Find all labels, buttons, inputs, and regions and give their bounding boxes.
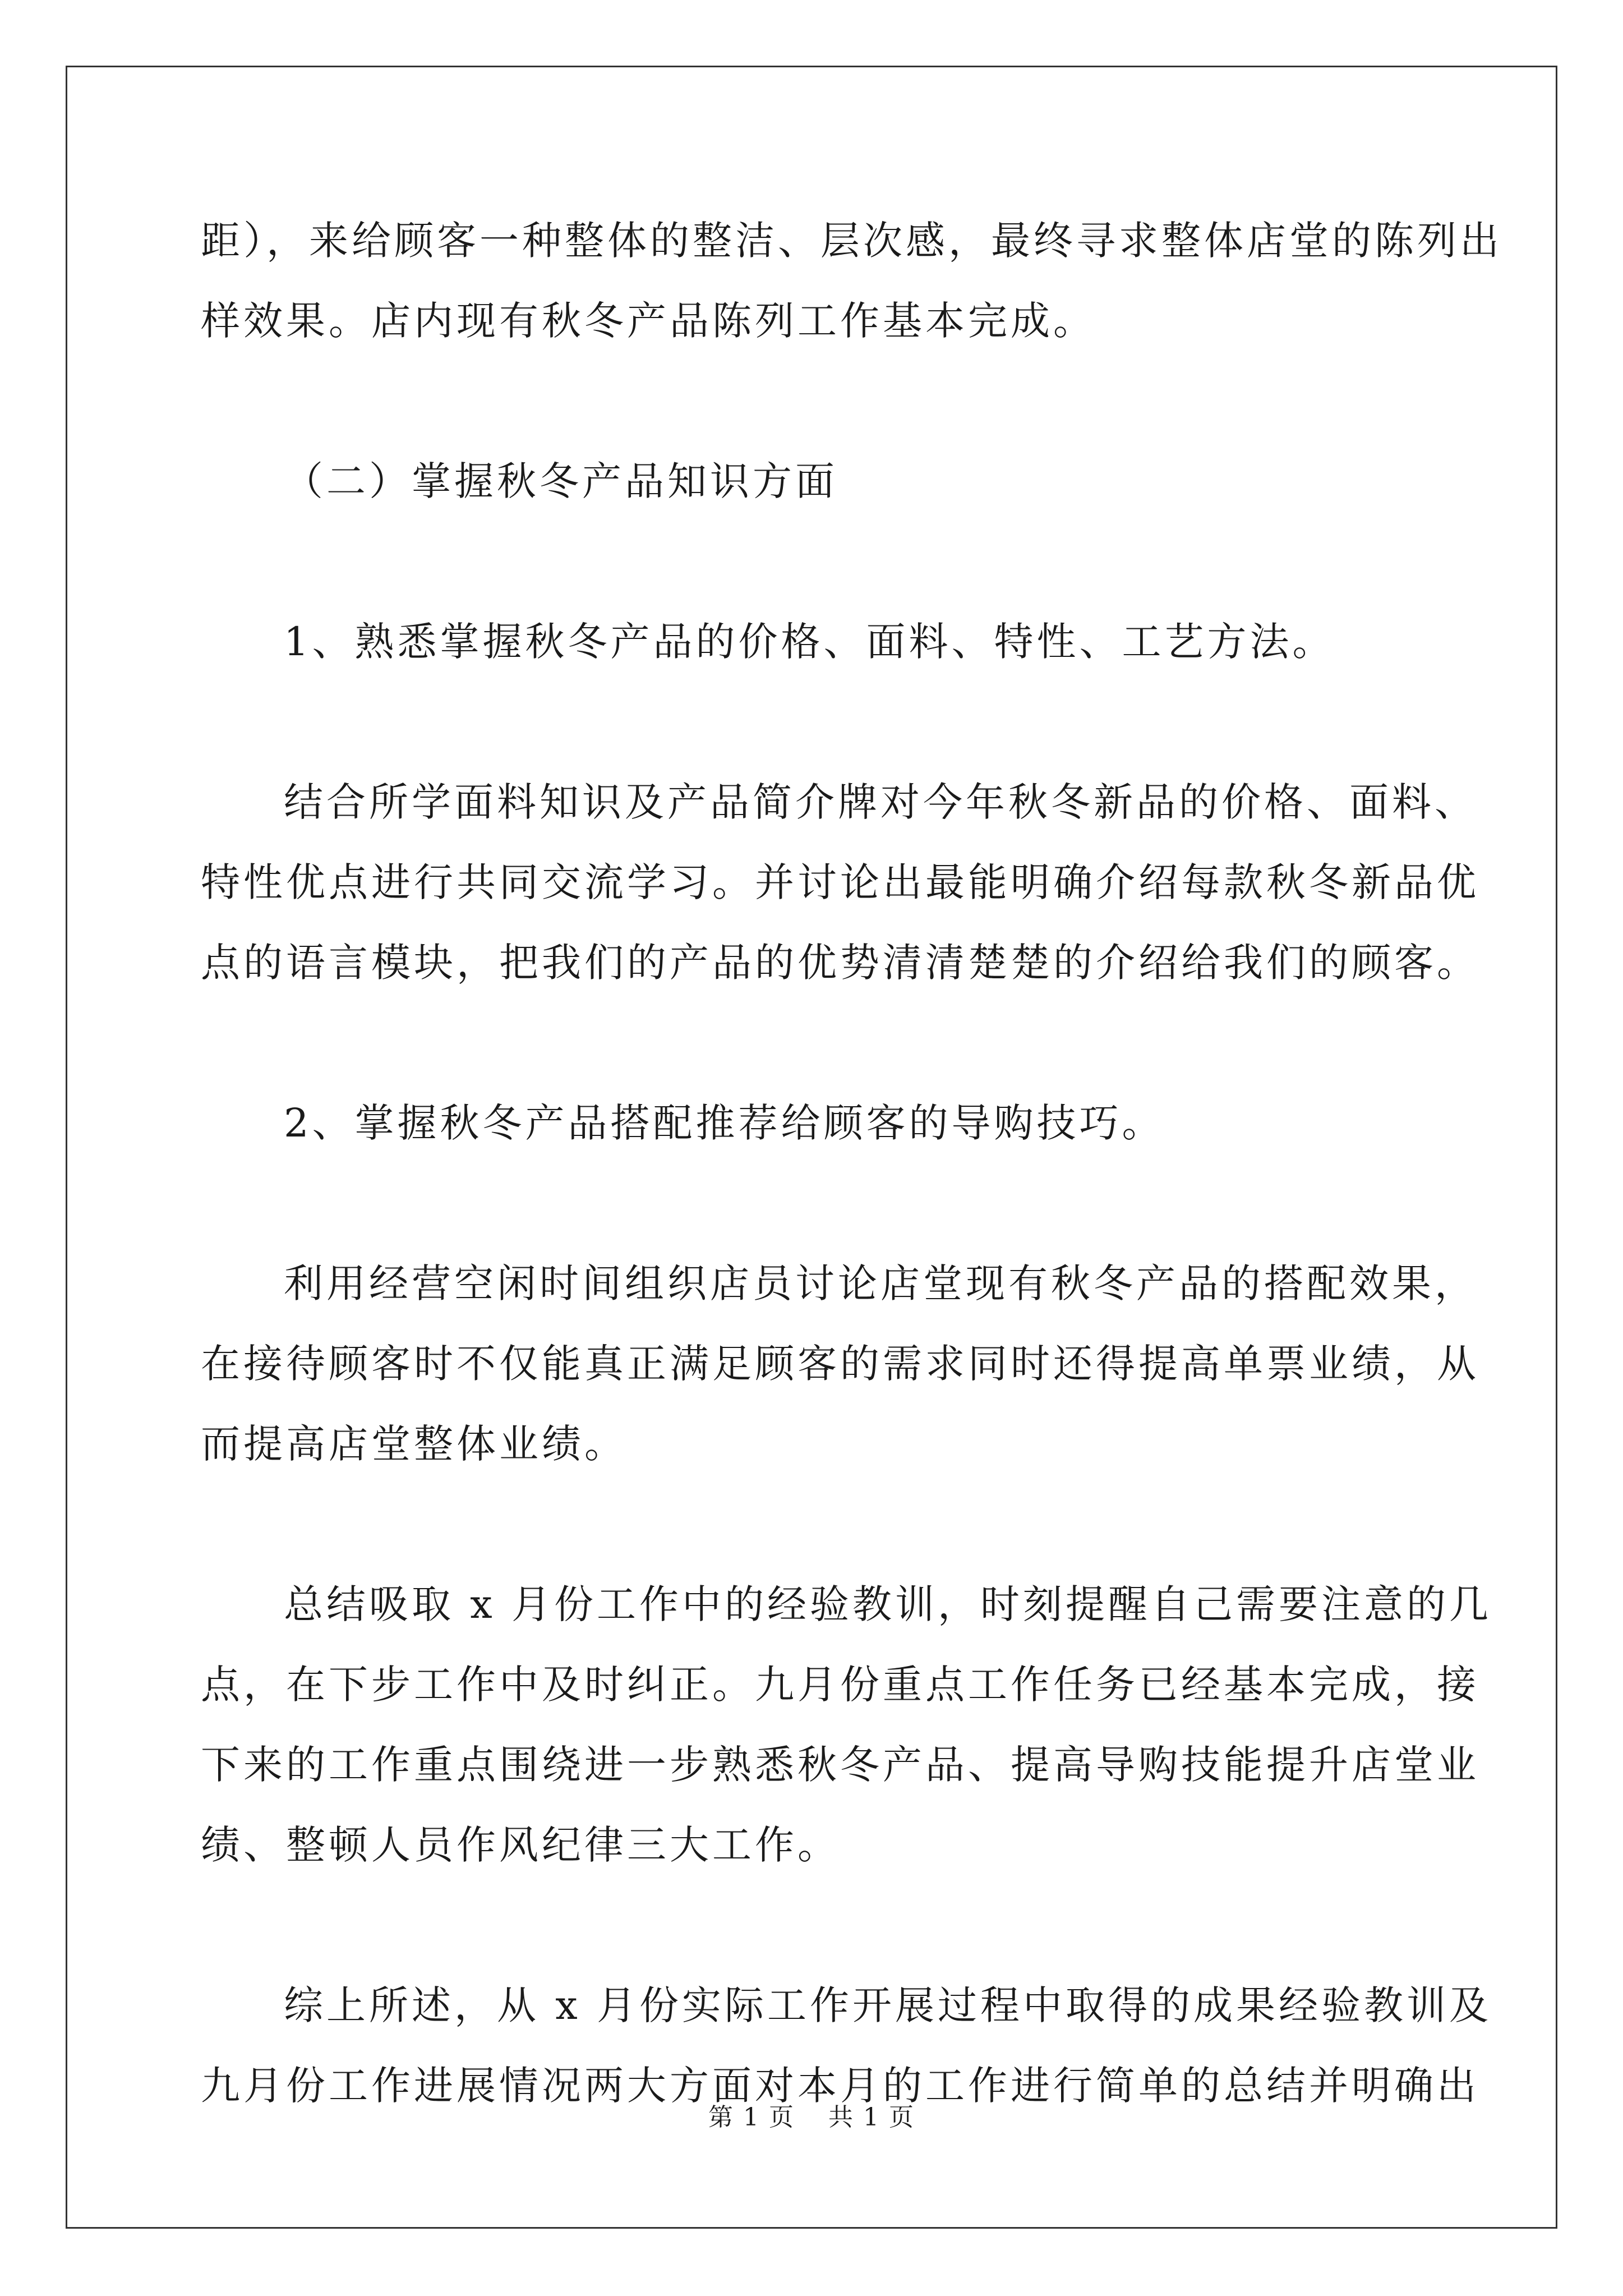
- page-total: 共 1 页: [828, 2103, 915, 2132]
- subsection-heading: 1、熟悉掌握秋冬产品的价格、面料、特性、工艺方法。: [284, 619, 1335, 665]
- paragraph-line: 而提高店堂整体业绩。: [201, 1421, 627, 1467]
- paragraph-line: 九月份工作进展情况两大方面对本月的工作进行简单的总结并明确出: [201, 2063, 1479, 2109]
- paragraph-line: 点的语言模块，把我们的产品的优势清清楚楚的介绍给我们的顾客。: [201, 940, 1479, 986]
- paragraph-line: 综上所述，从 x 月份实际工作开展过程中取得的成果经验教训及: [284, 1982, 1492, 2028]
- paragraph-line: 下来的工作重点围绕进一步熟悉秋冬产品、提高导购技能提升店堂业: [201, 1742, 1479, 1788]
- section-heading: （二）掌握秋冬产品知识方面: [284, 458, 838, 504]
- paragraph-line: 结合所学面料知识及产品简介牌对今年秋冬新品的价格、面料、: [284, 779, 1477, 825]
- paragraph-line: 点，在下步工作中及时纠正。九月份重点工作任务已经基本完成，接: [201, 1662, 1479, 1708]
- paragraph-line: 利用经营空闲时间组织店员讨论店堂现有秋冬产品的搭配效果，: [284, 1260, 1477, 1306]
- paragraph-line: 绩、整顿人员作风纪律三大工作。: [201, 1822, 840, 1868]
- paragraph-line: 样效果。店内现有秋冬产品陈列工作基本完成。: [201, 298, 1096, 344]
- paragraph-line: 总结吸取 x 月份工作中的经验教训，时刻提醒自己需要注意的几: [284, 1581, 1492, 1627]
- paragraph-line: 特性优点进行共同交流学习。并讨论出最能明确介绍每款秋冬新品优: [201, 859, 1479, 905]
- paragraph-line: 在接待顾客时不仅能真正满足顾客的需求同时还得提高单票业绩，从: [201, 1341, 1479, 1387]
- subsection-heading: 2、掌握秋冬产品搭配推荐给顾客的导购技巧。: [284, 1100, 1165, 1146]
- page-number: 第 1 页: [708, 2103, 795, 2132]
- paragraph-line: 距），来给顾客一种整体的整洁、层次感，最终寻求整体店堂的陈列出: [201, 218, 1502, 264]
- page-footer: [0, 2101, 1623, 2134]
- document-body: [201, 201, 1502, 2126]
